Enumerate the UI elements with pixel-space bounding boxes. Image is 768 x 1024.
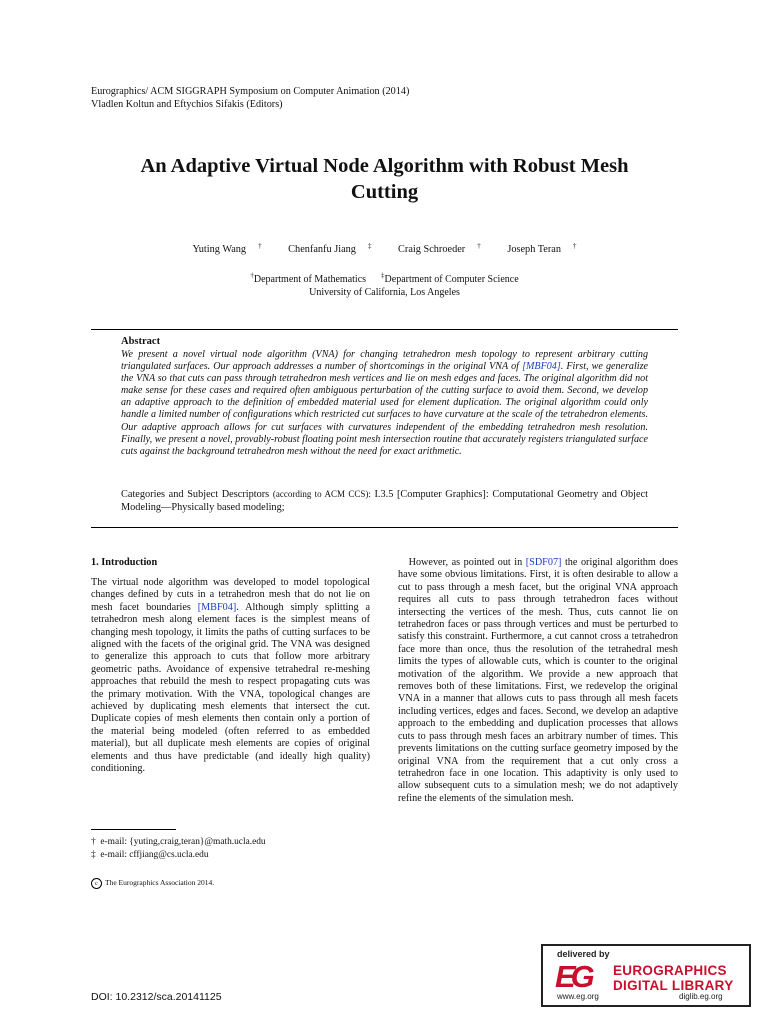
dept-cs: Department of Computer Science bbox=[384, 274, 519, 285]
university: University of California, Los Angeles bbox=[309, 287, 460, 298]
delivered-by: delivered by bbox=[557, 949, 610, 959]
section-heading: 1. Introduction bbox=[91, 557, 158, 568]
conference-line: Eurographics/ ACM SIGGRAPH Symposium on Computer Animation (2014) bbox=[91, 86, 410, 97]
abstract-heading: Abstract bbox=[121, 336, 161, 347]
abstract-body: We present a novel virtual node algorithm (VNA) for changing tetrahedron mesh topology to represent arbitrary cutting triangulated surfaces. Our approach addresses a number of shortcomings in the original VNA of [MBF04]. First, we generalize the VNA so that cuts can pass through tetrahedron mesh vertices and lie on mesh edges and faces. The original algorithm did not make sense for these cases and required often ambiguous perturbation of the cutting surface to avoid them. Second, we develop an adaptive approach to the definition of embedded material used for element duplication. The original algorithm could only handle a limited number of configurations which restricted cut surfaces to have curvature at the scale of the tetrahedron elements. Our adaptive approach allows for cut surfaces with curvatures independent of the embedding tetrahedron mesh resolution. Finally, we present a novel, provably-robust floating point mesh intersection routine that accurately registers triangulated surface cuts against the background tetrahedron mesh without the need for exact arithmetic. bbox=[121, 349, 648, 457]
intro-paragraph-2: However, as pointed out in [SDF07] the original algorithm does have some obvious limitations. First, it is often desirable to allow a cut to pass through a mesh facet, but the original VNA approach requires all cuts to pass through tetrahedron faces without intersecting the vertices of the mesh. Thus, cuts cannot lie on tetrahedron faces or pass through vertices and must be perturbed to satisfy this constraint. Furthermore, a cut cannot cross a tetrahedron face more than once, thus the resolution of the tetrahedral mesh limits the types of allowable cuts, which is counter to the original motivation of the algorithm. We provide a new approach that removes both of these limitations. First, we redevelop the original VNA in a manner that allows cuts to pass through all mesh facets including vertices, edges and faces. Second, we develop an adaptive approach to the embedding and duplication processes that allows cuts to pass through mesh faces an arbitrary number of times. This prevents limitations on the cutting surface geometry imposed by the original VNA from the requirement that a cut only cross a tetrahedron face in one location. This adaptivity is only used to allow subsequent cuts to a simulation mesh; we do not adaptively refine the elements of the simulation mesh. bbox=[398, 557, 679, 804]
author: Chenfanfu Jiang ‡ bbox=[288, 241, 372, 255]
footnote: † e-mail: {yuting,craig,teran}@math.ucla.edu bbox=[91, 837, 266, 847]
doi[interactable]: DOI: 10.2312/sca.20141125 bbox=[91, 991, 222, 1003]
author-list bbox=[91, 241, 678, 255]
eg-url[interactable]: www.eg.org bbox=[557, 992, 599, 1001]
library-name: EUROGRAPHICS bbox=[613, 963, 727, 978]
departments: †Department of Mathematics ‡Department of Computer Science bbox=[250, 271, 519, 285]
author: Joseph Teran † bbox=[507, 241, 577, 255]
paper-title bbox=[91, 153, 678, 205]
eurographics-library-badge[interactable] bbox=[541, 944, 751, 1007]
title-line-2: Cutting bbox=[350, 181, 419, 203]
editors-line: Vladlen Koltun and Eftychios Sifakis (Editors) bbox=[91, 99, 283, 110]
intro-paragraph-1: The virtual node algorithm was developed to model topological changes defined by cuts in a tetrahedron mesh that do not lie on mesh facet boundaries [MBF04]. Although simply splitting a tetrahedron mesh along element faces is the simplest means of changing mesh topology, it limits the paths of cutting surfaces to be aligned with the facets of the original grid. The VNA was designed to generalize this approach to cuts that follow more arbitrary geometric paths. Avoidance of expensive tetrahedral re-meshing approaches that rebuild the mesh to respect propagating cuts was the primary motivation. With the VNA, topological changes are achieved by duplicating mesh elements that intersect the cut. Duplicate copies of mesh elements then contain only a portion of the material being modeled (often referred to as embedded material), but all duplicate mesh elements are copies of original elements and thus have predictable (and ideally high quality) conditioning. bbox=[91, 577, 370, 775]
bottom-divider bbox=[91, 527, 678, 528]
footnote-divider bbox=[91, 829, 176, 830]
affiliations bbox=[91, 273, 678, 299]
copyright: c The Eurographics Association 2014. bbox=[91, 878, 214, 889]
citation-link[interactable]: [MBF04] bbox=[522, 361, 561, 373]
categories: Categories and Subject Descriptors (according to ACM CCS): I.3.5 [Computer Graphics]: Computational Geometry and Object Modeling—Physically based modeling; bbox=[121, 489, 649, 513]
footnote: ‡ e-mail: cffjiang@cs.ucla.edu bbox=[91, 850, 209, 860]
conference-header bbox=[91, 85, 409, 111]
author: Yuting Wang † bbox=[192, 241, 262, 255]
diglib-url[interactable]: diglib.eg.org bbox=[679, 992, 723, 1001]
eg-logo-icon: EG bbox=[555, 959, 590, 994]
citation-link[interactable]: [SDF07] bbox=[525, 557, 562, 568]
title-line-1: An Adaptive Virtual Node Algorithm with Robust Mesh bbox=[140, 155, 629, 177]
copyright-icon: c bbox=[91, 878, 102, 889]
top-divider bbox=[91, 329, 678, 330]
library-name: DIGITAL LIBRARY bbox=[613, 978, 734, 993]
citation-link[interactable]: [MBF04] bbox=[197, 601, 237, 613]
dept-math: Department of Mathematics bbox=[253, 274, 367, 285]
author: Craig Schroeder † bbox=[398, 241, 481, 255]
